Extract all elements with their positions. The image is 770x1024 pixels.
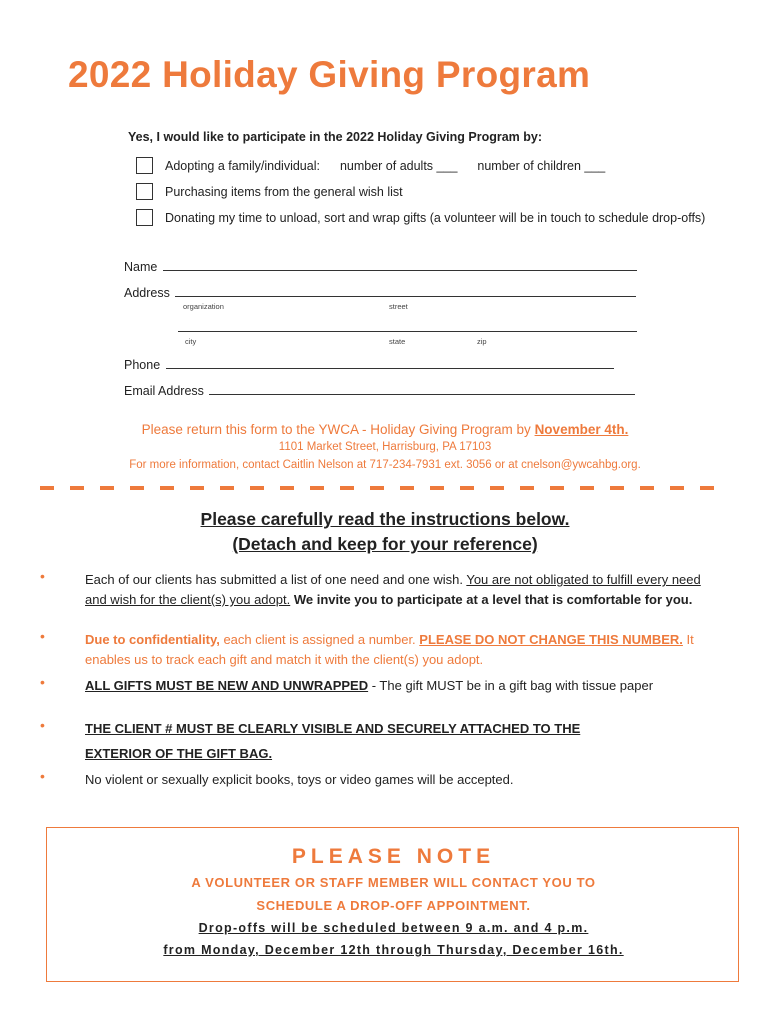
instruction-1-bold: We invite you to participate at a level that is comfortable for you. (290, 592, 693, 607)
instruction-3-text: - The gift MUST be in a gift bag with tissue paper (368, 678, 654, 693)
bullet-1: • (40, 568, 45, 584)
street-label: street (389, 302, 408, 311)
option-adopt (136, 157, 605, 174)
adults-label: number of adults ___ (339, 158, 458, 173)
instruction-1-underline: You are not obligated to fulfill every need and wish for the client(s) you adopt. (85, 572, 701, 607)
note-line3: Drop-offs will be scheduled between 9 a.m. and 4 p.m. (198, 921, 589, 935)
instruction-3 (85, 676, 725, 696)
instruction-2-caps: PLEASE DO NOT CHANGE THIS NUMBER. (419, 632, 683, 647)
page-title: 2022 Holiday Giving Program (68, 54, 591, 95)
email-label: Email Address (124, 384, 204, 398)
detach-line (40, 486, 730, 490)
zip-label: zip (477, 337, 487, 346)
state-label: state (389, 337, 406, 346)
adopt-label: Adopting a family/individual: (165, 158, 320, 173)
adopt-checkbox[interactable] (136, 157, 153, 174)
city-label: city (185, 337, 197, 346)
phone-input-line[interactable] (166, 357, 614, 369)
return-info: For more information, contact Caitlin Nelson at 717-234-7931 ext. 3056 or at cnelson@ywcahbg.org. (129, 459, 641, 471)
address-input-line[interactable] (175, 285, 636, 297)
purchase-label: Purchasing items from the general wish list (165, 184, 403, 199)
instruction-2-text: each client is assigned a number. (219, 632, 420, 647)
purchase-checkbox[interactable] (136, 183, 153, 200)
address-field (124, 285, 636, 300)
instruction-2-bold: Due to confidentiality, (85, 632, 220, 647)
bullet-3: • (40, 674, 45, 690)
bullet-4: • (40, 717, 45, 733)
city-state-zip-line[interactable] (178, 331, 637, 332)
return-address: 1101 Market Street, Harrisburg, PA 17103 (278, 441, 492, 453)
name-input-line[interactable] (163, 259, 637, 271)
bullet-2: • (40, 628, 45, 644)
instruction-5: No violent or sexually explicit books, toys or video games will be accepted. (85, 772, 514, 787)
instructions-subheading: (Detach and keep for your reference) (232, 534, 538, 554)
instruction-2 (85, 630, 725, 670)
instruction-1 (85, 570, 725, 610)
return-deadline: November 4th. (534, 422, 629, 437)
note-line4: from Monday, December 12th through Thursday, December 16th. (163, 943, 624, 957)
note-line2: SCHEDULE A DROP-OFF APPOINTMENT. (256, 898, 531, 913)
address-label: Address (124, 286, 170, 300)
instructions-heading: Please carefully read the instructions below. (200, 509, 570, 529)
instruction-1-text: Each of our clients has submitted a list of one need and one wish. (85, 572, 467, 587)
donate-label: Donating my time to unload, sort and wrap gifts (a volunteer will be in touch to schedule drop-offs) (165, 210, 706, 225)
bullet-5: • (40, 768, 45, 784)
note-box (46, 827, 739, 982)
instruction-4-line2: EXTERIOR OF THE GIFT BAG. (85, 746, 273, 761)
option-donate (136, 209, 705, 226)
email-field (124, 383, 635, 398)
instruction-3-bold: ALL GIFTS MUST BE NEW AND UNWRAPPED (85, 678, 369, 693)
return-line (0, 422, 770, 437)
instruction-2-end: It enables us to track each gift and match it with the client(s) you adopt. (85, 632, 694, 667)
option-purchase (136, 183, 403, 200)
donate-checkbox[interactable] (136, 209, 153, 226)
phone-field (124, 357, 614, 372)
organization-label: organization (183, 302, 224, 311)
note-line1: A VOLUNTEER OR STAFF MEMBER WILL CONTACT YOU TO (191, 875, 596, 890)
email-input-line[interactable] (209, 383, 635, 395)
note-heading: PLEASE NOTE (291, 845, 496, 868)
intro-text: Yes, I would like to participate in the 2022 Holiday Giving Program by: (128, 130, 542, 144)
phone-label: Phone (124, 358, 161, 372)
name-field (124, 259, 637, 274)
children-label: number of children ___ (477, 158, 606, 173)
return-text: Please return this form to the YWCA - Holiday Giving Program by (141, 422, 535, 437)
instruction-4-line1: THE CLIENT # MUST BE CLEARLY VISIBLE AND SECURELY ATTACHED TO THE (85, 721, 581, 736)
name-label: Name (124, 260, 158, 274)
